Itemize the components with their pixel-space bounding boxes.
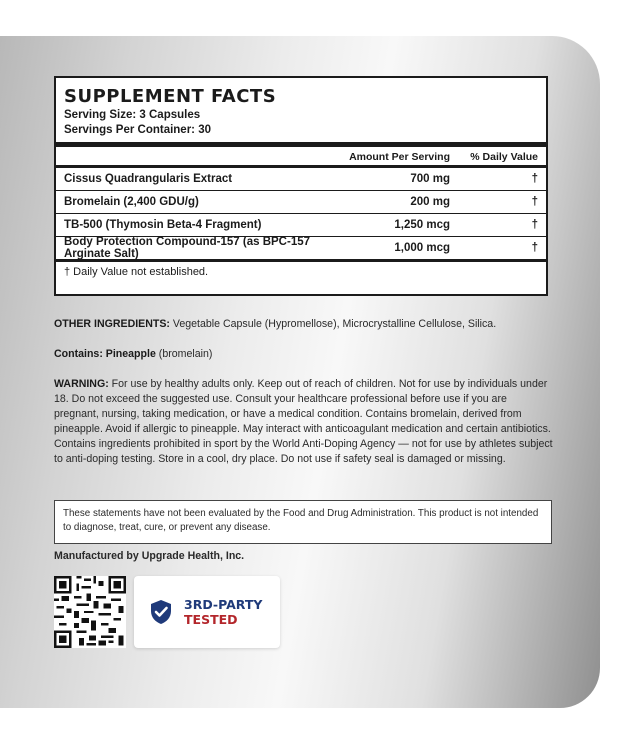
ingredient-name: Body Protection Compound-157 (as BPC-157 Arginate Salt) xyxy=(64,236,311,260)
ingredient-daily-value: † xyxy=(531,242,538,254)
ingredient-amount: 700 mg xyxy=(410,173,450,185)
warning-text: For use by healthy adults only. Keep out of reach of children. Not for use by individuals under 18. Do not exceed the suggested use. Consult your healthcare professional before use if you are pregnant, nursing, taking medication, or have a medical condition. Contains bromelain, derived from pineapple. Avoid if allergic to pineapple. May interact with anticoagulant medication and certain antibiotics. Contains ingredients prohibited in sport by the World Anti-Doping Agency — not for use by athletes subject to anti-doping testing. Store in a cool, dry place. Do not use if safety seal is damaged or missing. xyxy=(54,378,553,465)
facts-row xyxy=(56,214,546,237)
facts-title: SUPPLEMENT FACTS xyxy=(64,86,277,107)
contains-statement xyxy=(54,347,554,362)
ingredient-amount: 1,250 mcg xyxy=(394,219,450,231)
fda-disclaimer: These statements have not been evaluated by the Food and Drug Administration. This product is not intended to diagnose, treat, cure, or prevent any disease. xyxy=(54,500,552,544)
warning-statement xyxy=(54,377,554,467)
supplement-facts-box xyxy=(54,76,548,296)
ingredient-amount: 1,000 mcg xyxy=(394,242,450,254)
servings-per-container: Servings Per Container: 30 xyxy=(64,124,211,136)
column-headers xyxy=(56,147,546,168)
other-ingredients-text: Vegetable Capsule (Hypromellose), Microcrystalline Cellulose, Silica. xyxy=(169,318,497,330)
shield-check-icon xyxy=(150,599,172,625)
ingredient-daily-value: † xyxy=(531,219,538,231)
ingredient-amount: 200 mg xyxy=(410,196,450,208)
facts-row xyxy=(56,168,546,191)
manufacturer: Manufactured by Upgrade Health, Inc. xyxy=(54,550,245,562)
contains-text: (bromelain) xyxy=(155,348,213,360)
qr-code[interactable] xyxy=(54,576,126,648)
ingredient-name: Bromelain (2,400 GDU/g) xyxy=(64,196,199,208)
ingredient-name: TB-500 (Thymosin Beta-4 Fragment) xyxy=(64,219,262,231)
warning-label: WARNING: xyxy=(54,378,109,390)
ingredient-name: Cissus Quadrangularis Extract xyxy=(64,173,233,185)
other-ingredients-label: OTHER INGREDIENTS: xyxy=(54,318,170,330)
column-header-amount: Amount Per Serving xyxy=(349,151,450,163)
other-ingredients xyxy=(54,317,554,332)
label-panel xyxy=(0,36,600,708)
facts-row xyxy=(56,237,546,262)
badge-line-2: TESTED xyxy=(184,612,238,627)
badge-line-1: 3RD-PARTY xyxy=(184,597,263,612)
ingredient-daily-value: † xyxy=(531,173,538,185)
third-party-tested-badge xyxy=(134,576,280,648)
ingredient-daily-value: † xyxy=(531,196,538,208)
serving-size: Serving Size: 3 Capsules xyxy=(64,109,201,121)
facts-footnote: † Daily Value not established. xyxy=(64,266,209,278)
facts-row xyxy=(56,191,546,214)
contains-label: Contains: Pineapple xyxy=(54,348,156,360)
column-header-daily-value: % Daily Value xyxy=(470,151,538,163)
